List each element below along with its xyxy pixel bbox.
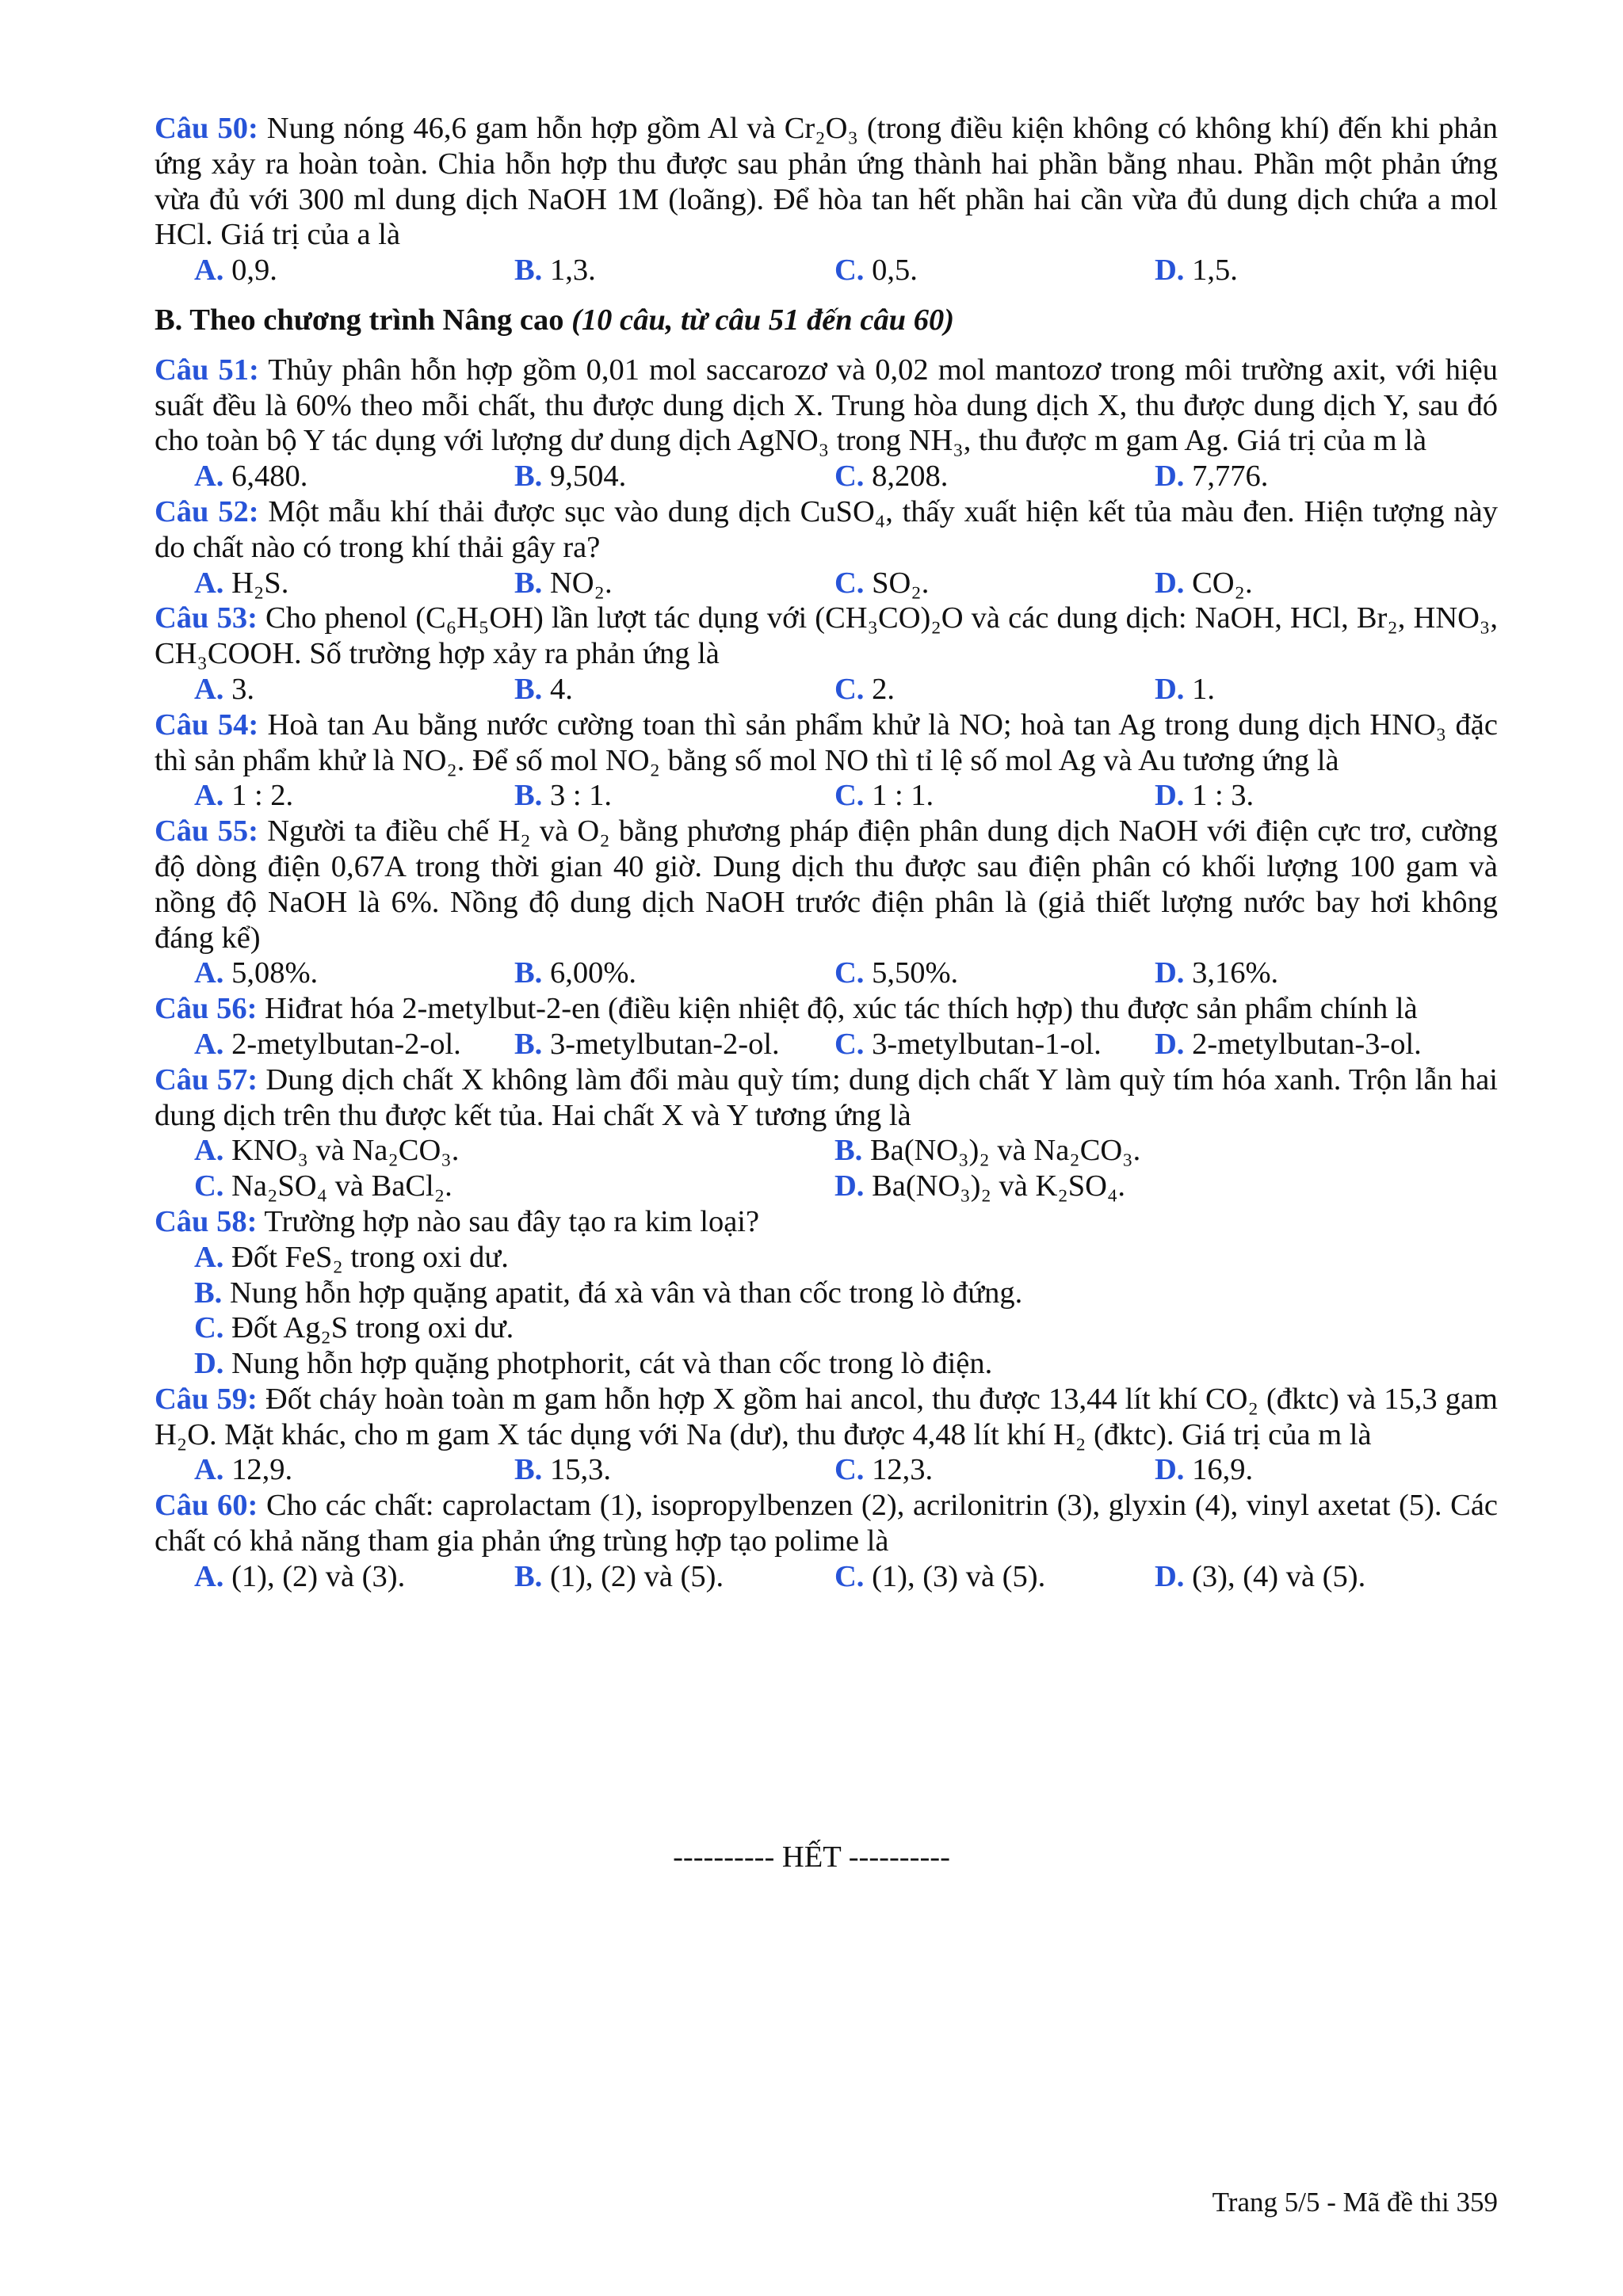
question-57 [155,1062,1498,1204]
question-58 [155,1204,1498,1382]
question-53 [155,601,1498,707]
option-c: C. 0,5. [834,254,918,288]
question-label: Câu 60: [155,1489,258,1523]
question-55 [155,814,1498,991]
option-d: D. 2-metylbutan-3-ol. [1155,1027,1422,1061]
option-d: D. (3), (4) và (5). [1155,1559,1366,1593]
option-a: A. Đốt FeS₂ trong oxi dư. [194,1240,509,1274]
option-b: B. 1,3. [514,254,596,288]
question-text: Một mẫu khí thải được sục vào dung dịch CuSO₄, thấy xuất hiện kết tủa màu đen. Hiện tượng này do chất nào có trong khí thải gây ra? [155,494,1498,564]
question-text: Trường hợp nào sau đây tạo ra kim loại? [257,1204,760,1238]
option-b: B. 3-metylbutan-2-ol. [514,1027,780,1061]
question-label: Câu 50: [155,112,258,145]
option-c: C. 3-metylbutan-1-ol. [834,1027,1102,1061]
option-d: D. 1,5. [1155,254,1238,288]
question-label: Câu 53: [155,601,258,635]
option-d: D. CO₂. [1155,566,1253,600]
question-label: Câu 58: [155,1204,258,1238]
question-54 [155,707,1498,814]
option-a: A. H₂S. [194,566,289,600]
page-footer: Trang 5/5 - Mã đề thi 359 [1212,2187,1498,2218]
options [155,1559,1498,1595]
option-d: D. Nung hỗn hợp quặng photphorit, cát và than cốc trong lò điện. [194,1347,993,1381]
options [155,1240,1498,1382]
question-text: Cho phenol (C₆H₅OH) lần lượt tác dụng với (CH₃CO)₂O và các dung dịch: NaOH, HCl, Br₂, HNO₃, CH₃COOH. Số trường hợp xảy ra phản ứng là [155,601,1498,671]
question-51 [155,353,1498,494]
question-label: Câu 57: [155,1062,258,1097]
option-c: C. 8,208. [834,460,949,494]
option-c: C. Đốt Ag₂S trong oxi dư. [194,1311,514,1345]
option-c: C. (1), (3) và (5). [834,1559,1046,1593]
option-c: C. SO₂. [834,566,930,600]
end-marker: ---------- HẾT ---------- [673,1840,950,1874]
option-d: D. 7,776. [1155,460,1269,494]
options [155,566,1498,601]
option-a: A. 5,08%. [194,956,319,990]
question-label: Câu 54: [155,707,259,742]
question-59 [155,1382,1498,1488]
question-label: Câu 51: [155,353,259,387]
options [155,1452,1498,1488]
option-b: B. Nung hỗn hợp quặng apatit, đá xà vân và than cốc trong lò đứng. [194,1276,1023,1310]
options [155,955,1498,991]
question-text: Đốt cháy hoàn toàn m gam hỗn hợp X gồm hai ancol, thu được 13,44 lít khí CO₂ (đktc) và 15,3 gam H₂O. Mặt khác, cho m gam X tác dụng với Na (dư), thu được 4,48 lít khí H₂ (đktc). Giá trị của m là [155,1382,1498,1451]
option-b: B. 4. [514,672,573,706]
question-text: Nung nóng 46,6 gam hỗn hợp gồm Al và Cr₂O₃ (trong điều kiện không có không khí) đến khi phản ứng xảy ra hoàn toàn. Chia hỗn hợp thu được sau phản ứng thành hai phần bằng nhau. Phần một phản ứng vừa đủ với 300 ml dung dịch NaOH 1M (loãng). Để hòa tan hết phần hai cần vừa đủ dung dịch chứa a mol HCl. Giá trị của a là [155,112,1498,252]
option-a: A. KNO₃ và Na₂CO₃. [194,1134,460,1168]
question-label: Câu 56: [155,992,258,1026]
option-b: B. 3 : 1. [514,779,613,813]
options [155,253,1498,288]
option-b: B. (1), (2) và (5). [514,1559,724,1593]
option-a: A. 3. [194,672,254,706]
section-heading: B. Theo chương trình Nâng cao (10 câu, từ câu 51 đến câu 60) [155,303,955,337]
options [155,1169,1498,1204]
options [155,1027,1498,1062]
option-d: D. 1 : 3. [1155,779,1254,813]
option-b: B. NO₂. [514,566,613,600]
question-60 [155,1488,1498,1594]
question-label: Câu 55: [155,814,258,849]
option-b: B. 6,00%. [514,956,637,990]
question-text: Người ta điều chế H₂ và O₂ bằng phương pháp điện phân dung dịch NaOH với điện cực trơ, cường độ dòng điện 0,67A trong thời gian 40 giờ. Dung dịch thu được sau điện phân có khối lượng 100 gam và nồng độ NaOH là 6%. Nồng độ dung dịch NaOH trước điện phân là (giả thiết lượng nước bay hơi không đáng kể) [155,814,1498,955]
question-text: Cho các chất: caprolactam (1), isopropylbenzen (2), acrilonitrin (3), glyxin (4), vinyl axetat (5). Các chất có khả năng tham gia phản ứng trùng hợp tạo polime là [155,1489,1498,1558]
question-text: Thủy phân hỗn hợp gồm 0,01 mol saccarozơ và 0,02 mol mantozơ trong môi trường axit, với hiệu suất đều là 60% theo mỗi chất, thu được dung dịch X. Trung hòa dung dịch X, thu được dung dịch Y, sau đó cho toàn bộ Y tác dụng với lượng dư dung dịch AgNO₃ trong NH₃, thu được m gam Ag. Giá trị của m là [155,353,1498,458]
option-c: C. Na₂SO₄ và BaCl₂. [194,1169,453,1203]
question-label: Câu 59: [155,1382,258,1416]
options [155,1133,1498,1169]
options [155,778,1498,814]
question-52 [155,494,1498,601]
question-50 [155,111,1498,288]
option-b: B. 9,504. [514,460,627,494]
options [155,459,1498,494]
option-a: A. 12,9. [194,1453,293,1487]
question-text: Dung dịch chất X không làm đổi màu quỳ tím; dung dịch chất Y làm quỳ tím hóa xanh. Trộn lẫn hai dung dịch trên thu được kết tủa. Hai chất X và Y tương ứng là [155,1062,1498,1132]
options [155,672,1498,707]
option-d: D. 3,16%. [1155,956,1279,990]
question-label: Câu 52: [155,494,259,528]
option-a: A. 6,480. [194,460,308,494]
question-56 [155,991,1498,1062]
option-b: B. 15,3. [514,1453,611,1487]
option-c: C. 2. [834,672,895,706]
option-d: D. Ba(NO₃)₂ và K₂SO₄. [834,1169,1125,1203]
option-b: B. Ba(NO₃)₂ và Na₂CO₃. [834,1134,1141,1168]
option-d: D. 1. [1155,672,1215,706]
option-a: A. 1 : 2. [194,779,294,813]
option-c: C. 12,3. [834,1453,934,1487]
option-d: D. 16,9. [1155,1453,1254,1487]
option-a: A. 2-metylbutan-2-ol. [194,1027,461,1061]
option-a: A. 0,9. [194,254,277,288]
option-c: C. 5,50%. [834,956,959,990]
option-c: C. 1 : 1. [834,779,934,813]
question-text: Hiđrat hóa 2-metylbut-2-en (điều kiện nhiệt độ, xúc tác thích hợp) thu được sản phẩm chính là [257,992,1418,1026]
option-a: A. (1), (2) và (3). [194,1559,406,1593]
exam-page [155,111,1498,1595]
question-text: Hoà tan Au bằng nước cường toan thì sản phẩm khử là NO; hoà tan Ag trong dung dịch HNO₃ đặc thì sản phẩm khử là NO₂. Để số mol NO₂ bằng số mol NO thì tỉ lệ số mol Ag và Au tương ứng là [155,707,1498,777]
